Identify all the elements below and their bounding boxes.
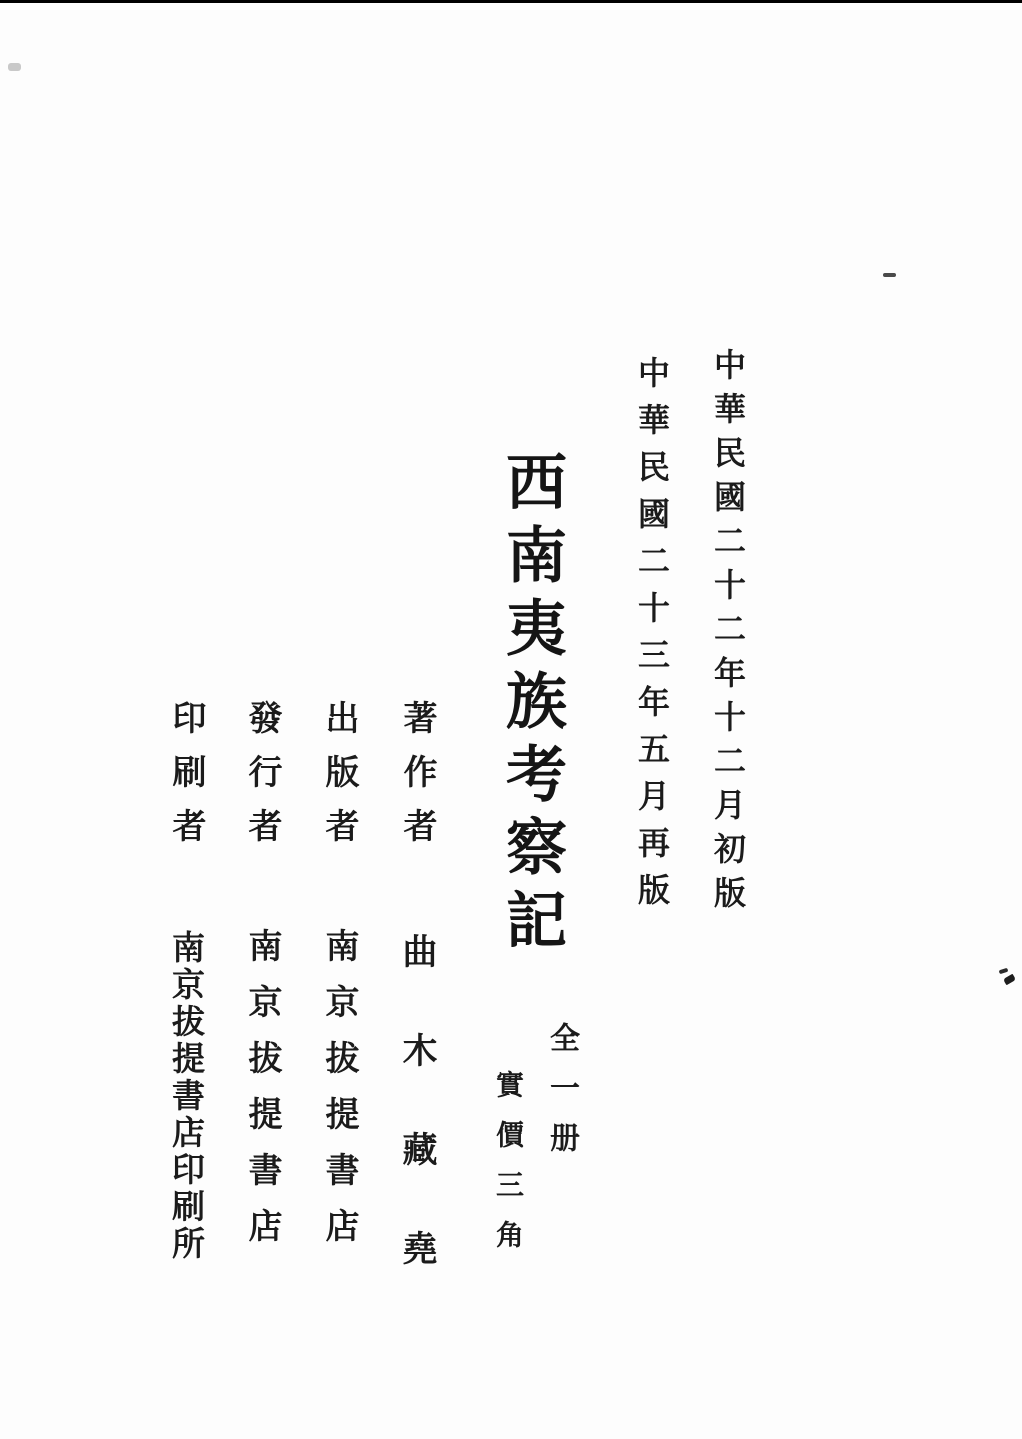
colophon-label-printer: 印刷者 xyxy=(166,700,206,862)
price-note: 實價三角 xyxy=(492,1070,525,1270)
scan-edge-line xyxy=(0,0,1022,3)
colophon-value-publisher: 南京拔提書店 xyxy=(319,928,359,1264)
edition-notice-second: 中華民國二十三年五月再版 xyxy=(633,356,671,920)
ink-speck xyxy=(999,968,1009,975)
volume-note: 全一册 xyxy=(544,1022,579,1172)
colophon-value-distributor: 南京拔提書店 xyxy=(242,928,282,1264)
colophon-label-distributor: 發行者 xyxy=(242,700,282,862)
ink-speck xyxy=(1003,974,1016,986)
ink-speck xyxy=(883,273,896,277)
ink-speck xyxy=(8,63,21,71)
edition-notice-first: 中華民國二十二年十二月初版 xyxy=(709,348,747,920)
colophon-value-author: 曲木藏堯 xyxy=(397,933,438,1329)
book-title: 西南夷族考察記 xyxy=(496,450,567,961)
colophon-label-author: 著作者 xyxy=(397,700,437,862)
colophon-label-publisher: 出版者 xyxy=(319,700,359,862)
colophon-value-printer: 南京拔提書店印刷所 xyxy=(167,930,206,1263)
